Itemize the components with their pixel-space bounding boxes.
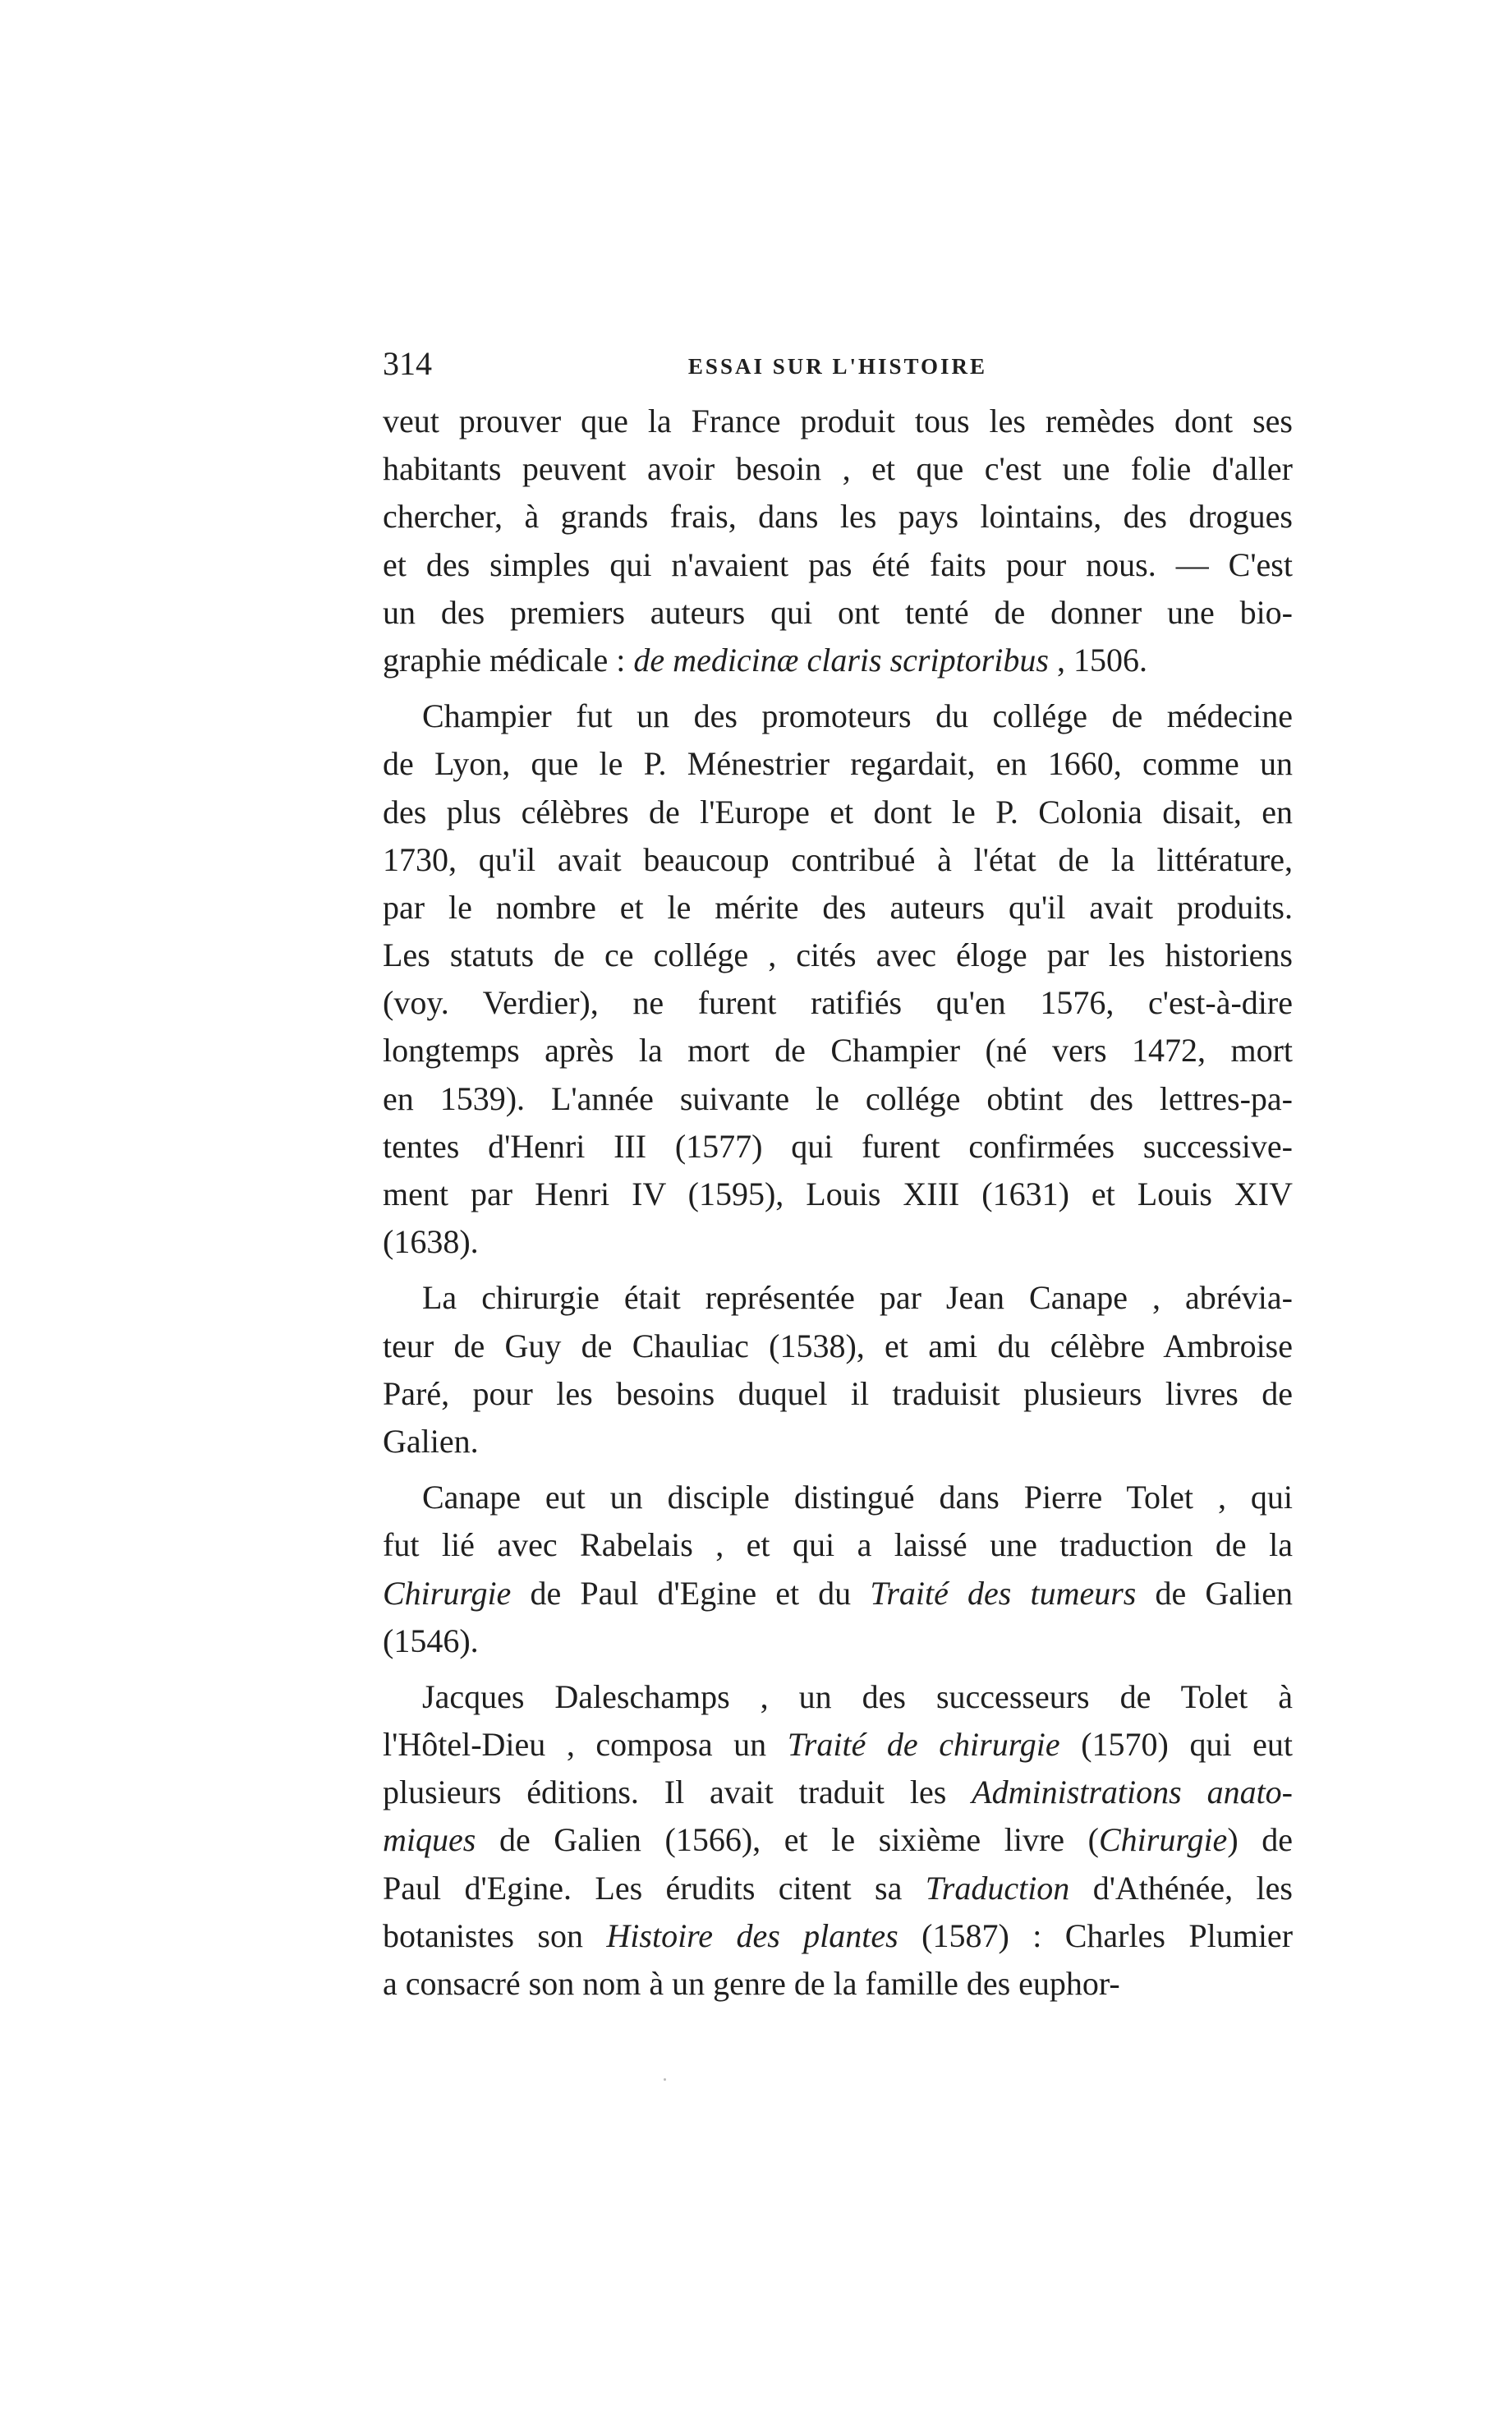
text-line: en 1539). L'année suivante le collége obtint des lettres-pa- — [383, 1079, 1293, 1117]
text-line: La chirurgie était représentée par Jean Canape , abrévia- — [422, 1279, 1293, 1317]
page-number: 314 — [383, 345, 432, 382]
paper-speck — [664, 2078, 666, 2081]
text-line: Chirurgie de Paul d'Egine et du Traité des tumeurs de Galien — [383, 1574, 1294, 1612]
text-line: ment par Henri IV (1595), Louis XIII (1631) et Louis XIV — [383, 1175, 1293, 1212]
text-line: l'Hôtel-Dieu , composa un Traité de chirurgie (1570) qui eut — [383, 1726, 1294, 1764]
text-line: Galien. — [383, 1422, 479, 1460]
running-head: ESSAI SUR L'HISTOIRE — [687, 354, 988, 379]
text-line: plusieurs éditions. Il avait traduit les Administrations anato- — [383, 1774, 1293, 1811]
page-header — [383, 343, 1293, 393]
text-line: chercher, à grands frais, dans les pays lointains, des drogues — [383, 498, 1293, 536]
text-line: teur de Guy de Chauliac (1538), et ami du célèbre Ambroise — [383, 1327, 1293, 1364]
text-line: habitants peuvent avoir besoin , et que c'est une folie d'aller — [383, 450, 1293, 488]
paragraph-gap — [383, 684, 1293, 692]
text-line: longtemps après la mort de Champier (né vers 1472, mort — [383, 1032, 1293, 1070]
paragraph-gap — [383, 1465, 1293, 1474]
text-line: botanistes son Histoire des plantes (1587) : Charles Plumier — [383, 1916, 1294, 1954]
text-line: de Lyon, que le P. Ménestrier regardait, en 1660, comme un — [383, 745, 1293, 783]
text-line: fut lié avec Rabelais , et qui a laissé une traduction de la — [383, 1526, 1293, 1564]
paragraph — [383, 1474, 1293, 1665]
text-line: Paré, pour les besoins duquel il traduisit plusieurs livres de — [383, 1374, 1293, 1412]
text-line: Champier fut un des promoteurs du collége de médecine — [422, 697, 1293, 735]
text-line: Paul d'Egine. Les érudits citent sa Traduction d'Athénée, les — [383, 1869, 1293, 1907]
text-line: tentes d'Henri III (1577) qui furent confirmées successive- — [383, 1127, 1293, 1165]
text-line: (1638). — [383, 1223, 479, 1261]
text-line: a consacré son nom à un genre de la famille des euphor- — [383, 1965, 1120, 2002]
paragraph-gap — [383, 1665, 1293, 1673]
text-line: (voy. Verdier), ne furent ratifiés qu'en 1576, c'est-à-dire — [383, 984, 1293, 1022]
text-line: miques de Galien (1566), et le sixième livre (Chirurgie) de — [383, 1821, 1293, 1859]
paragraph — [383, 1274, 1293, 1465]
text-line: graphie médicale : de medicinæ claris scriptoribus , 1506. — [383, 641, 1147, 679]
text-line: par le nombre et le mérite des auteurs qu'il avait produits. — [383, 888, 1293, 926]
text-line: Canape eut un disciple distingué dans Pierre Tolet , qui — [422, 1479, 1293, 1516]
text-line: Les statuts de ce collége , cités avec éloge par les historiens — [383, 936, 1293, 974]
text-line: Jacques Daleschamps , un des successeurs de Tolet à — [422, 1677, 1293, 1715]
paragraph — [383, 692, 1293, 1266]
body-text — [383, 398, 1293, 2008]
text-line: (1546). — [383, 1622, 479, 1659]
text-line: des plus célèbres de l'Europe et dont le P. Colonia disait, en — [383, 793, 1293, 830]
text-line: et des simples qui n'avaient pas été faits pour nous. — C'est — [383, 545, 1293, 583]
paragraph-gap — [383, 1266, 1293, 1274]
paragraph — [383, 398, 1293, 684]
text-line: veut prouver que la France produit tous les remèdes dont ses — [383, 403, 1293, 439]
paragraph — [383, 1673, 1293, 2008]
text-line: 1730, qu'il avait beaucoup contribué à l'état de la littérature, — [383, 840, 1293, 878]
text-line: un des premiers auteurs qui ont tenté de donner une bio- — [383, 593, 1293, 631]
